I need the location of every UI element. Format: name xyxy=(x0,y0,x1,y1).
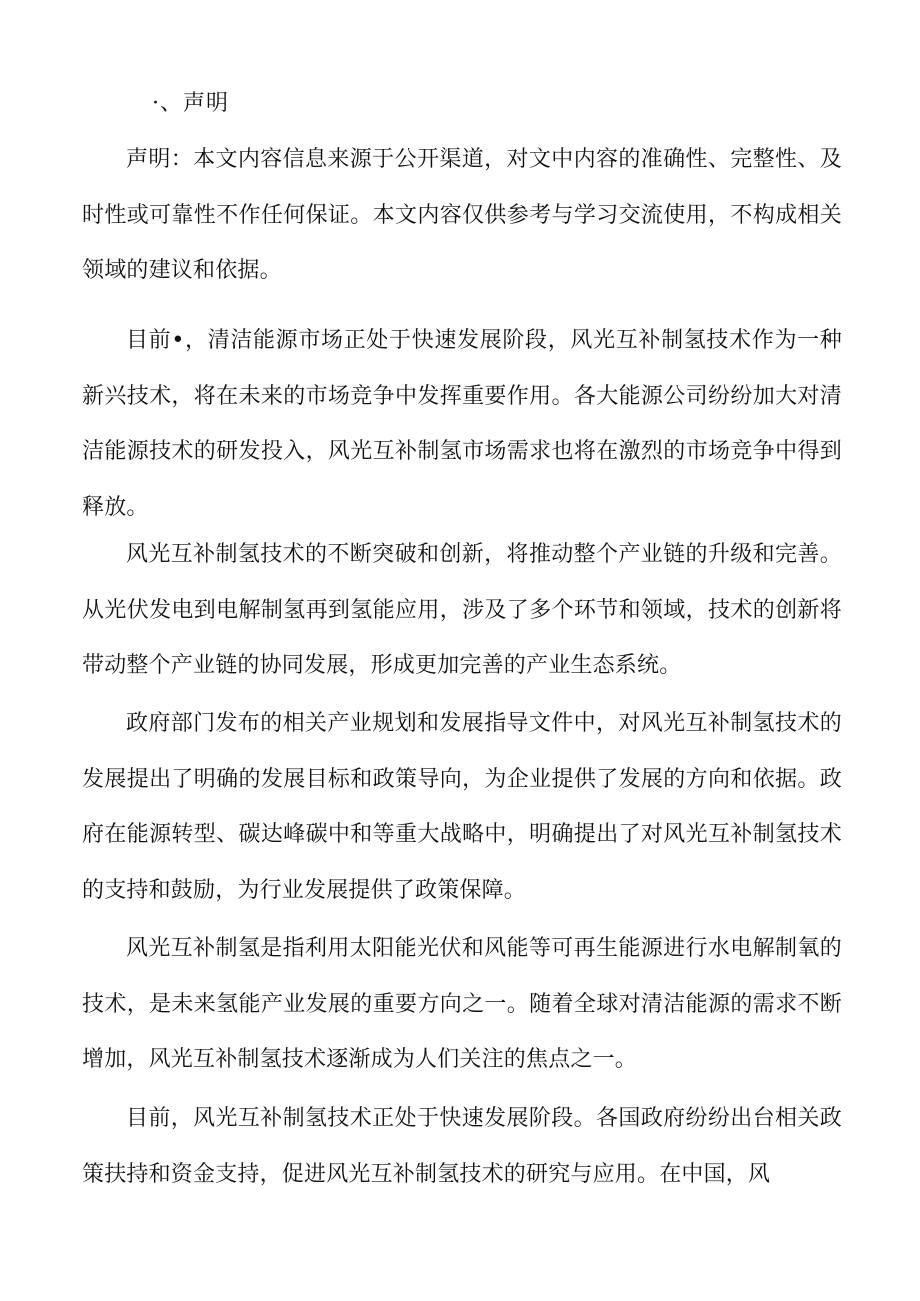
paragraph-definition: 风光互补制氢是指利用太阳能光伏和风能等可再生能源进行水电解制氧的技术，是未来氢能产业发展的重要方向之一。随着全球对清洁能源的需求不断增加，风光互补制氢技术逐渐成为人们关注的焦点之一。 xyxy=(82,936,842,1072)
paragraph-current-development: 目前，风光互补制氢技术正处于快速发展阶段。各国政府纷纷出台相关政策扶持和资金支持，促进风光互补制氢技术的研究与应用。在中国，风 xyxy=(82,1106,842,1187)
paragraph-market-status: 目前•，清洁能源市场正处于快速发展阶段，风光互补制氢技术作为一种新兴技术，将在未来的市场竞争中发挥重要作用。各大能源公司纷纷加大对清洁能源技术的研发投入，风光互补制氢市场需求也将在激烈的市场竞争中得到释放。 xyxy=(82,328,842,520)
paragraph-industry-chain: 风光互补制氢技术的不断突破和创新，将推动整个产业链的升级和完善。从光伏发电到电解制氢再到氢能应用，涉及了多个环节和领域，技术的创新将带动整个产业链的协同发展，形成更加完善的产业生态系统。 xyxy=(82,542,842,678)
paragraph-disclaimer: 声明：本文内容信息来源于公开渠道，对文中内容的准确性、完整性、及时性或可靠性不作任何保证。本文内容仅供参考与学习交流使用，不构成相关领域的建议和依据。 xyxy=(82,147,842,283)
section-heading: ·、声明 xyxy=(152,91,229,116)
paragraph-policy-guidance: 政府部门发布的相关产业规划和发展指导文件中，对风光互补制氢技术的发展提出了明确的发展目标和政策导向，为企业提供了发展的方向和依据。政府在能源转型、碳达峰碳中和等重大战略中，明确提出了对风光互补制氢技术的支持和鼓励，为行业发展提供了政策保障。 xyxy=(82,711,842,903)
